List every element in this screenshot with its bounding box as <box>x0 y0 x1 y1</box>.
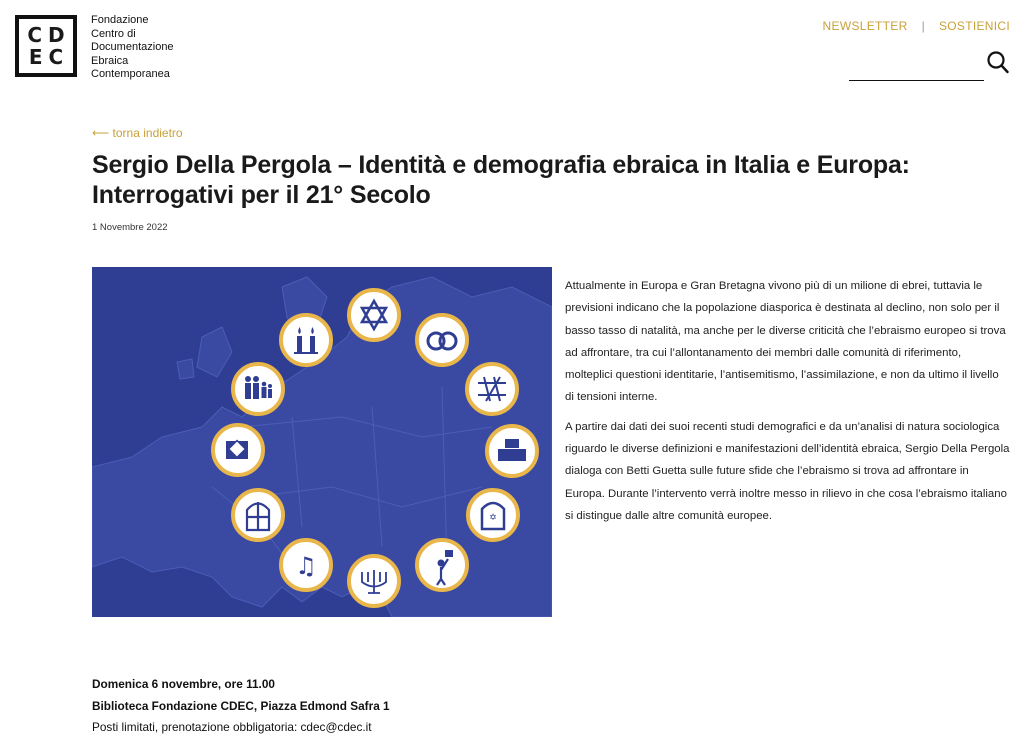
logo-line: Centro di <box>91 27 136 40</box>
support-link[interactable]: SOSTIENICI <box>938 19 1010 33</box>
article-paragraph: A partire dai dati dei suoi recenti studi demografici e da un’analisi di natura sociologica riguardo le diverse definizioni e manifestazioni dell’identità ebraica, Sergio Della Pergola dialoga con Betti Guetta sulle future sfide che l’ebraismo si trova ad affrontare in Europa. Durante l’intervento verrà inoltre messo in rilievo in che cosa l’ebraismo italiano si distingue dalle altre comunità europee. <box>565 420 1010 522</box>
search-input[interactable] <box>849 80 984 81</box>
icon-star-of-david <box>349 290 399 340</box>
event-date-time: Domenica 6 novembre, ore 11.00 <box>92 677 275 691</box>
logo-line: Fondazione <box>91 14 149 26</box>
event-booking: Posti limitati, prenotazione obbligatoria: cdec@cdec.it <box>92 720 372 734</box>
icon-gravestone <box>468 490 518 540</box>
icon-passport <box>213 425 263 475</box>
icon-barbed-wire <box>467 364 517 414</box>
svg-text:✡: ✡ <box>489 513 497 523</box>
newsletter-link[interactable]: NEWSLETTER <box>822 19 908 33</box>
nav-separator: | <box>921 19 925 33</box>
icon-music-notes <box>281 540 331 590</box>
icon-menorah <box>349 556 399 606</box>
top-navigation <box>823 19 1010 33</box>
event-details <box>92 674 390 739</box>
event-location: Biblioteca Fondazione CDEC, Piazza Edmond Safra 1 <box>92 698 390 713</box>
icon-family <box>233 364 283 414</box>
publish-date: 1 Novembre 2022 <box>92 222 168 233</box>
back-link[interactable]: ⟵ torna indietro <box>92 126 183 140</box>
hero-image <box>92 267 552 617</box>
logo-line: Ebraica <box>91 54 129 67</box>
cdec-logo[interactable] <box>15 15 174 82</box>
search-icon[interactable] <box>987 51 1009 75</box>
icon-rings <box>417 315 467 365</box>
logo-line: Contemporanea <box>91 68 170 80</box>
article-body <box>565 275 1010 534</box>
logo-wordmark <box>91 14 174 82</box>
logo-letters-bottom: EC <box>28 45 70 69</box>
page-title: Sergio Della Pergola – Identità e demografia ebraica in Italia e Europa: Interrogativi per il 21° Secolo <box>92 151 910 209</box>
icon-synagogue-window <box>233 490 283 540</box>
logo-mark <box>15 15 77 77</box>
icon-candles <box>281 315 331 365</box>
icon-person-flag <box>417 540 467 590</box>
svg-text:♫: ♫ <box>295 552 317 580</box>
logo-letters-top: CD <box>27 23 71 47</box>
icon-ballot-box <box>487 426 537 476</box>
article-paragraph: Attualmente in Europa e Gran Bretagna vivono più di un milione di ebrei, tuttavia le previsioni indicano che la popolazione diasporica è destinata al declino, non solo per il basso tasso di natalità, ma anche per le diverse criticità che l’ebraismo europeo si trova ad affrontare, tra cui l’allontanamento dei membri dalle comunità di riferimento, molteplici questioni identitarie, l’antisemitismo, l’assimilazione, e non da ultimo il livello di tensioni interne. <box>565 280 1006 404</box>
logo-line: Documentazione <box>91 41 174 53</box>
